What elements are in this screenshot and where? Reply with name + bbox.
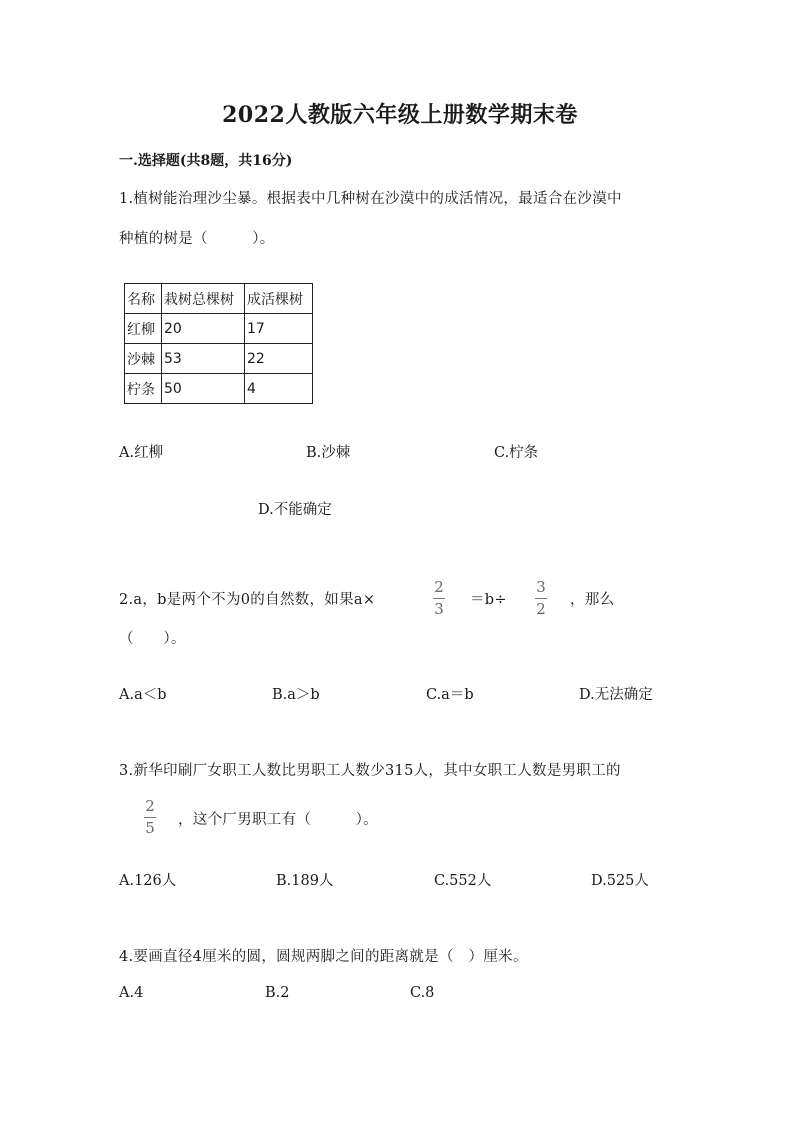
table-row: [125, 314, 313, 344]
fraction-bar: [433, 598, 445, 599]
question-1-option-d[interactable]: D.不能确定: [258, 502, 332, 518]
fraction-three-halves: [535, 580, 547, 617]
fraction-denominator: 5: [145, 819, 155, 837]
question-2-option-a[interactable]: A.a＜b: [119, 687, 167, 703]
question-2-text-part3: ，那么: [570, 592, 615, 608]
table-header-cell: 成活棵树: [245, 284, 313, 314]
table-cell: 沙棘: [125, 344, 162, 374]
question-3-text-line1: 3.新华印刷厂女职工人数比男职工人数少315人，其中女职工人数是男职工的: [119, 763, 621, 779]
fraction-numerator: 3: [536, 578, 546, 596]
table-cell: 50: [162, 374, 245, 404]
table-cell: 4: [245, 374, 313, 404]
question-1-text-line1: 1.植树能治理沙尘暴。根据表中几种树在沙漠中的成活情况，最适合在沙漠中: [119, 191, 622, 207]
question-2-text-part2: ＝b÷: [470, 592, 507, 608]
page-title: 2022人教版六年级上册数学期末卷: [222, 102, 578, 128]
question-2-text-line2: （ ）。: [119, 631, 186, 647]
question-3-option-a[interactable]: A.126人: [119, 873, 177, 889]
table-row: [125, 374, 313, 404]
question-4-text-line1: 4.要画直径4厘米的圆，圆规两脚之间的距离就是（ ）厘米。: [119, 949, 528, 965]
table-header-cell: 栽树总棵树: [162, 284, 245, 314]
table-cell: 17: [245, 314, 313, 344]
table-cell: 53: [162, 344, 245, 374]
fraction-bar: [535, 598, 547, 599]
fraction-two-thirds: [433, 580, 445, 617]
fraction-bar: [144, 817, 156, 818]
fraction-numerator: 2: [145, 797, 155, 815]
question-3-text-line2: ，这个厂男职工有（ ）。: [178, 812, 378, 828]
question-1-option-a[interactable]: A.红柳: [119, 445, 164, 461]
fraction-two-fifths: [144, 799, 156, 836]
question-2-option-d[interactable]: D.无法确定: [579, 687, 653, 703]
question-2-text-part1: 2.a，b是两个不为0的自然数，如果a×: [119, 592, 376, 608]
question-1-option-c[interactable]: C.柠条: [494, 445, 539, 461]
tree-survival-table: [124, 283, 313, 404]
question-2-option-b[interactable]: B.a＞b: [272, 687, 320, 703]
question-2-option-c[interactable]: C.a＝b: [426, 687, 474, 703]
question-1-text-line2: 种植的树是（ ）。: [119, 231, 275, 247]
question-1-option-b[interactable]: B.沙棘: [306, 445, 351, 461]
question-3-option-c[interactable]: C.552人: [434, 873, 492, 889]
question-3-option-d[interactable]: D.525人: [591, 873, 649, 889]
question-4-option-c[interactable]: C.8: [410, 985, 435, 1001]
question-3-option-b[interactable]: B.189人: [276, 873, 334, 889]
table-cell: 22: [245, 344, 313, 374]
section-heading: 一.选择题(共8题，共16分): [119, 153, 293, 169]
question-4-option-b[interactable]: B.2: [265, 985, 290, 1001]
question-4-option-a[interactable]: A.4: [119, 985, 144, 1001]
table-cell: 柠条: [125, 374, 162, 404]
fraction-denominator: 3: [434, 600, 444, 618]
table-header-cell: 名称: [125, 284, 162, 314]
table-header-row: [125, 284, 313, 314]
table-row: [125, 344, 313, 374]
fraction-numerator: 2: [434, 578, 444, 596]
fraction-denominator: 2: [536, 600, 546, 618]
table-cell: 红柳: [125, 314, 162, 344]
table-cell: 20: [162, 314, 245, 344]
